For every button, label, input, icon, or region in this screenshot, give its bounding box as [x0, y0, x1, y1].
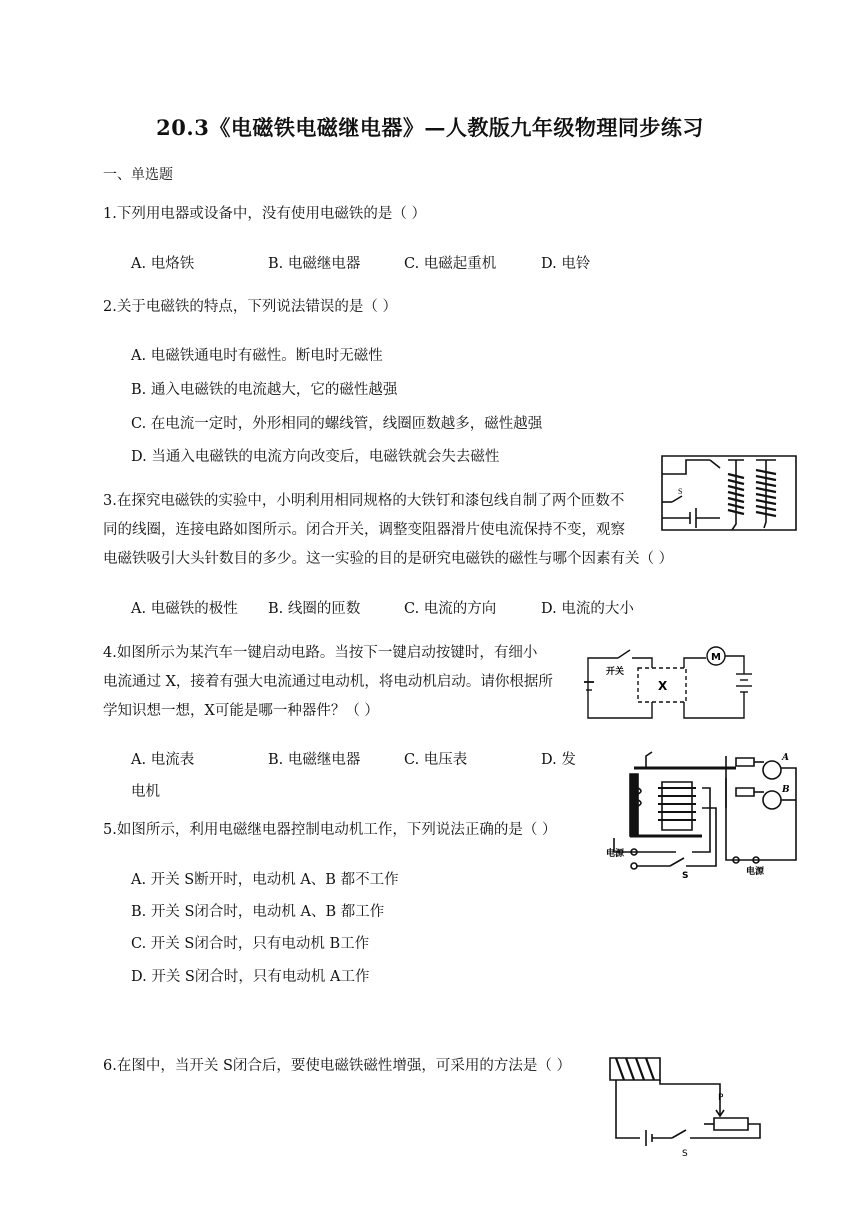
q5-a-label: A: [782, 753, 789, 763]
q3-option-c[interactable]: C. 电流的方向: [404, 601, 497, 617]
section-heading: 一、单选题: [103, 167, 173, 183]
q4-stem-line-1: 4.如图所示为某汽车一键启动电路。当按下一键启动按键时，有细小: [103, 645, 538, 661]
q6-p-label: P: [718, 1093, 724, 1103]
question-3-stem: [103, 487, 673, 574]
q5-option-a[interactable]: A. 开关 S断开时，电动机 A、B 都不工作: [131, 872, 399, 888]
question-2-stem: 2.关于电磁铁的特点，下列说法错误的是（ ）: [103, 299, 397, 315]
q1-option-b[interactable]: B. 电磁继电器: [268, 256, 361, 272]
q5-option-d[interactable]: D. 开关 S闭合时，只有电动机 A工作: [131, 969, 370, 985]
q3-stem-line-3: 电磁铁吸引大头针数目的多少。这一实验的目的是研究电磁铁的磁性与哪个因素有关（ ）: [103, 551, 674, 567]
q4-option-c[interactable]: C. 电压表: [404, 752, 468, 768]
q2-option-d[interactable]: D. 当通入电磁铁的电流方向改变后，电磁铁就会失去磁性: [131, 449, 500, 465]
q4-option-d-wrap: 电机: [131, 784, 160, 800]
q4-x-label: X: [658, 679, 668, 693]
q3-option-b[interactable]: B. 线圈的匝数: [268, 601, 361, 617]
q4-option-d[interactable]: D. 发: [541, 752, 576, 768]
q4-circuit-figure: [584, 640, 756, 724]
q4-stem-line-3: 学知识想一想，X可能是哪一种器件？（ ）: [103, 703, 379, 719]
q2-option-a[interactable]: A. 电磁铁通电时有磁性。断电时无磁性: [131, 348, 383, 364]
q4-option-b[interactable]: B. 电磁继电器: [268, 752, 361, 768]
q5-option-c[interactable]: C. 开关 S闭合时，只有电动机 B工作: [131, 936, 370, 952]
q6-s-label: S: [682, 1149, 688, 1158]
q3-option-a[interactable]: A. 电磁铁的极性: [131, 601, 238, 617]
q2-option-b[interactable]: B. 通入电磁铁的电流越大，它的磁性越强: [131, 382, 398, 398]
q1-option-c[interactable]: C. 电磁起重机: [404, 256, 497, 272]
q1-option-d[interactable]: D. 电铃: [541, 256, 591, 272]
q6-circuit-figure: [606, 1054, 770, 1158]
q4-stem-line-2: 电流通过 X，接着有强大电流通过电动机，将电动机启动。请你根据所: [103, 674, 553, 690]
q5-option-b[interactable]: B. 开关 S闭合时，电动机 A、B 都工作: [131, 904, 385, 920]
q5-relay-figure: [606, 748, 802, 882]
q3-stem-line-2: 同的线圈，连接电路如图所示。闭合开关，调整变阻器滑片使电流保持不变，观察: [103, 522, 625, 538]
q2-option-c[interactable]: C. 在电流一定时，外形相同的螺线管，线圈匝数越多，磁性越强: [131, 416, 543, 432]
question-4-stem: [103, 639, 553, 726]
q3-stem-line-1: 3.在探究电磁铁的实验中，小明利用相同规格的大铁钉和漆包线自制了两个匝数不: [103, 493, 625, 509]
question-1-stem: 1.下列用电器或设备中，没有使用电磁铁的是（ ）: [103, 206, 426, 222]
q4-option-a[interactable]: A. 电流表: [131, 752, 195, 768]
q1-option-a[interactable]: A. 电烙铁: [131, 256, 195, 272]
question-5-stem: 5.如图所示，利用电磁继电器控制电动机工作，下列说法正确的是（ ）: [103, 822, 557, 838]
q5-b-label: B: [782, 785, 790, 795]
q5-power-left-label: 电源: [606, 849, 625, 859]
q4-switch-label: 开关: [606, 667, 625, 677]
q3-circuit-figure: [660, 452, 800, 534]
q5-power-right-label: 电源: [746, 867, 765, 877]
page-title: 20.3《电磁铁电磁继电器》—人教版九年级物理同步练习: [156, 115, 704, 140]
q5-s-label: S: [682, 871, 689, 881]
q3-s-label: S: [678, 487, 683, 496]
question-6-stem: 6.在图中，当开关 S闭合后，要使电磁铁磁性增强，可采用的方法是（ ）: [103, 1058, 571, 1074]
q4-motor-label: M: [711, 652, 721, 663]
q3-option-d[interactable]: D. 电流的大小: [541, 601, 634, 617]
